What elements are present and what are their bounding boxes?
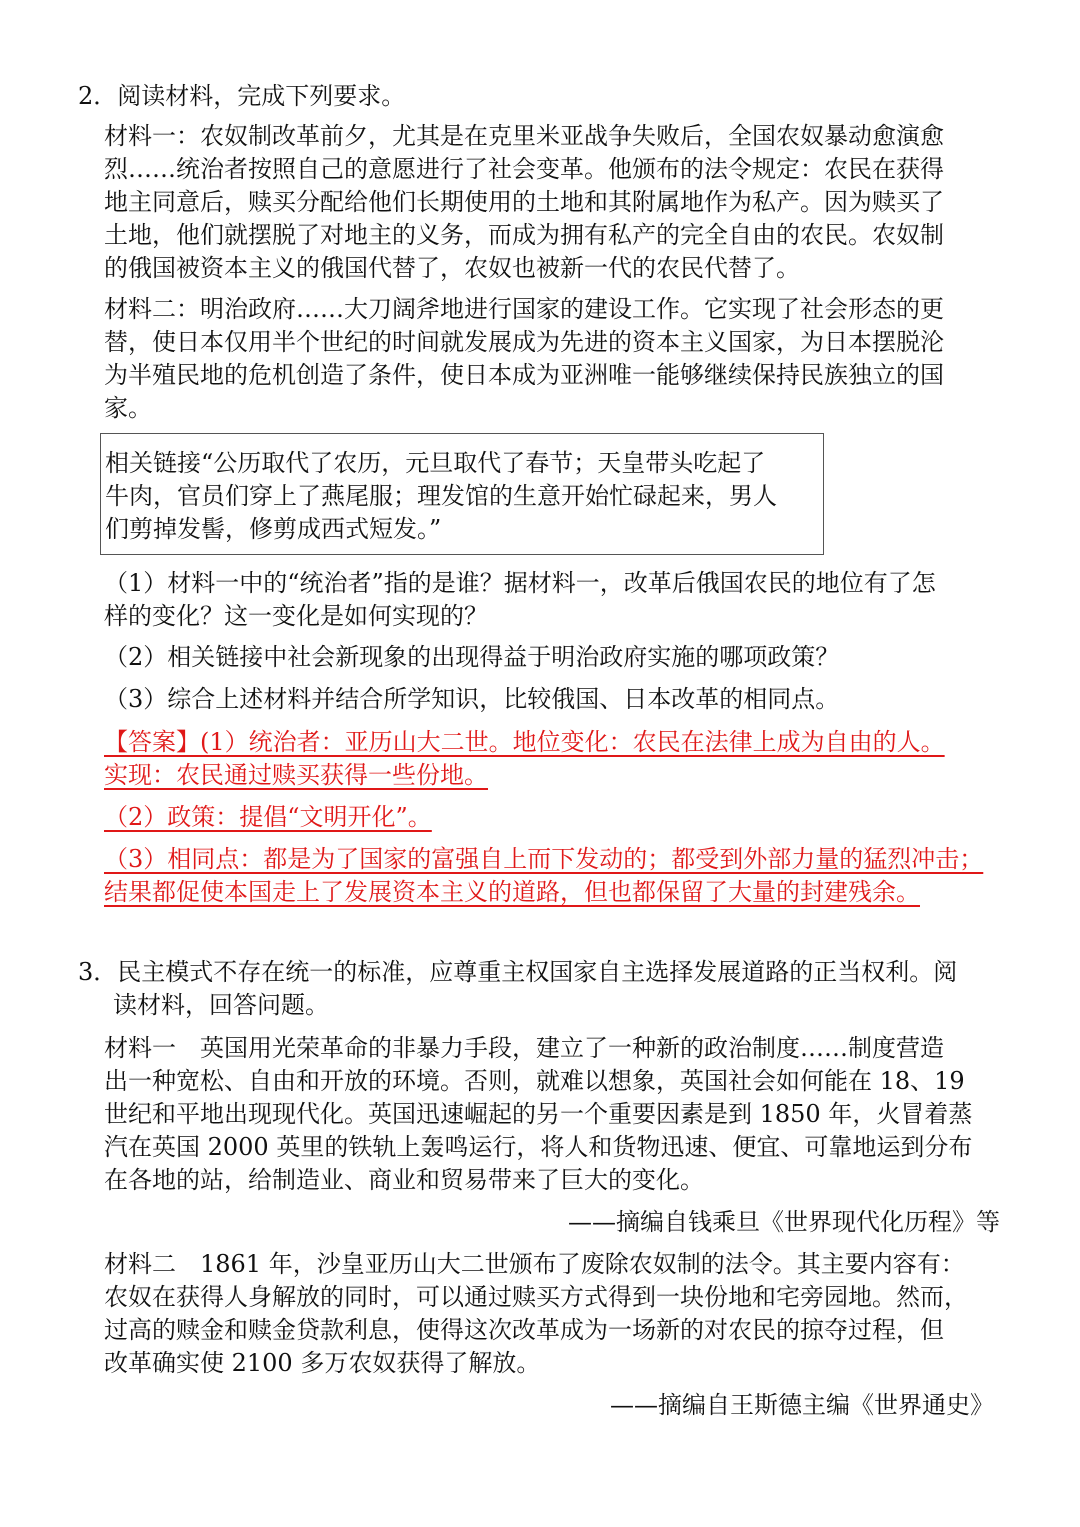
answer-line: 【答案】(1）统治者：亚历山大二世。地位变化：农民在法律上成为自由的人。 (104, 728, 945, 756)
text-line: 过高的赎金和赎金贷款利息，使得这次改革成为一场新的对农民的掠夺过程，但 (104, 1316, 944, 1344)
text-line: 的俄国被资本主义的俄国代替了，农奴也被新一代的农民代替了。 (104, 254, 800, 282)
text-line: 材料二：明治政府……大刀阔斧地进行国家的建设工作。它实现了社会形态的更 (104, 295, 944, 323)
q2-subquestion-2: （2）相关链接中社会新现象的出现得益于明治政府实施的哪项政策？ (104, 643, 840, 671)
q3-material-1-source: ——摘编自钱乘旦《世界现代化历程》等 (568, 1208, 1000, 1236)
text-line: 相关链接“公历取代了农历，元旦取代了春节；天皇带头吃起了 (105, 449, 766, 477)
text-line: 读材料，回答问题。 (113, 991, 329, 1019)
text-line: 世纪和平地出现现代化。英国迅速崛起的另一个重要因素是到 1850 年，火冒着蒸 (104, 1100, 973, 1128)
q2-answer-2: （2）政策：提倡“文明开化”。 (104, 803, 432, 831)
q2-subquestion-3: （3）综合上述材料并结合所学知识，比较俄国、日本改革的相同点。 (104, 685, 840, 713)
text-line: 们剪掉发髻，修剪成西式短发。” (105, 515, 442, 543)
answer-line: 实现：农民通过赎买获得一些份地。 (104, 761, 488, 789)
q3-material-2-source: ——摘编自王斯德主编《世界通史》 (610, 1391, 994, 1419)
text-line: （1）材料一中的“统治者”指的是谁？据材料一，改革后俄国农民的地位有了怎 (104, 569, 936, 597)
text-line: 家。 (104, 394, 152, 422)
text-line: 土地，他们就摆脱了对地主的义务，而成为拥有私产的完全自由的农民。农奴制 (104, 221, 944, 249)
text-line: 材料二 1861 年，沙皇亚历山大二世颁布了废除农奴制的法令。其主要内容有： (104, 1250, 965, 1278)
text-line: 改革确实使 2100 多万农奴获得了解放。 (104, 1349, 541, 1377)
text-line: 样的变化？这一变化是如何实现的？ (104, 602, 488, 630)
answer-line: （3）相同点：都是为了国家的富强自上而下发动的；都受到外部力量的猛烈冲击； (104, 845, 984, 873)
text-line: 农奴在获得人身解放的同时，可以通过赎买方式得到一块份地和宅旁园地。然而， (104, 1283, 968, 1311)
text-line: 为半殖民地的危机创造了条件，使日本成为亚洲唯一能够继续保持民族独立的国 (104, 361, 944, 389)
related-link-box (100, 433, 824, 555)
text-line: 地主同意后，赎买分配给他们长期使用的土地和其附属地作为私产。因为赎买了 (104, 188, 944, 216)
text-line: 替，使日本仅用半个世纪的时间就发展成为先进的资本主义国家，为日本摆脱沦 (104, 328, 944, 356)
question-2-stem: 2．阅读材料，完成下列要求。 (78, 82, 406, 110)
answer-line: 结果都促使本国走上了发展资本主义的道路，但也都保留了大量的封建残余。 (104, 878, 920, 906)
text-line: 牛肉，官员们穿上了燕尾服；理发馆的生意开始忙碌起来，男人 (105, 482, 777, 510)
text-line: 出一种宽松、自由和开放的环境。否则，就难以想象，英国社会如何能在 18、19 (104, 1067, 965, 1095)
text-line: 3．民主模式不存在统一的标准，应尊重主权国家自主选择发展道路的正当权利。阅 (78, 958, 958, 986)
text-line: 材料一 英国用光荣革命的非暴力手段，建立了一种新的政治制度……制度营造 (104, 1034, 944, 1062)
text-line: 汽在英国 2000 英里的铁轨上轰鸣运行，将人和货物迅速、便宜、可靠地运到分布 (104, 1133, 973, 1161)
text-line: 在各地的站，给制造业、商业和贸易带来了巨大的变化。 (104, 1166, 704, 1194)
text-line: 烈……统治者按照自己的意愿进行了社会变革。他颁布的法令规定：农民在获得 (104, 155, 944, 183)
text-line: 材料一：农奴制改革前夕，尤其是在克里米亚战争失败后，全国农奴暴动愈演愈 (104, 122, 944, 150)
